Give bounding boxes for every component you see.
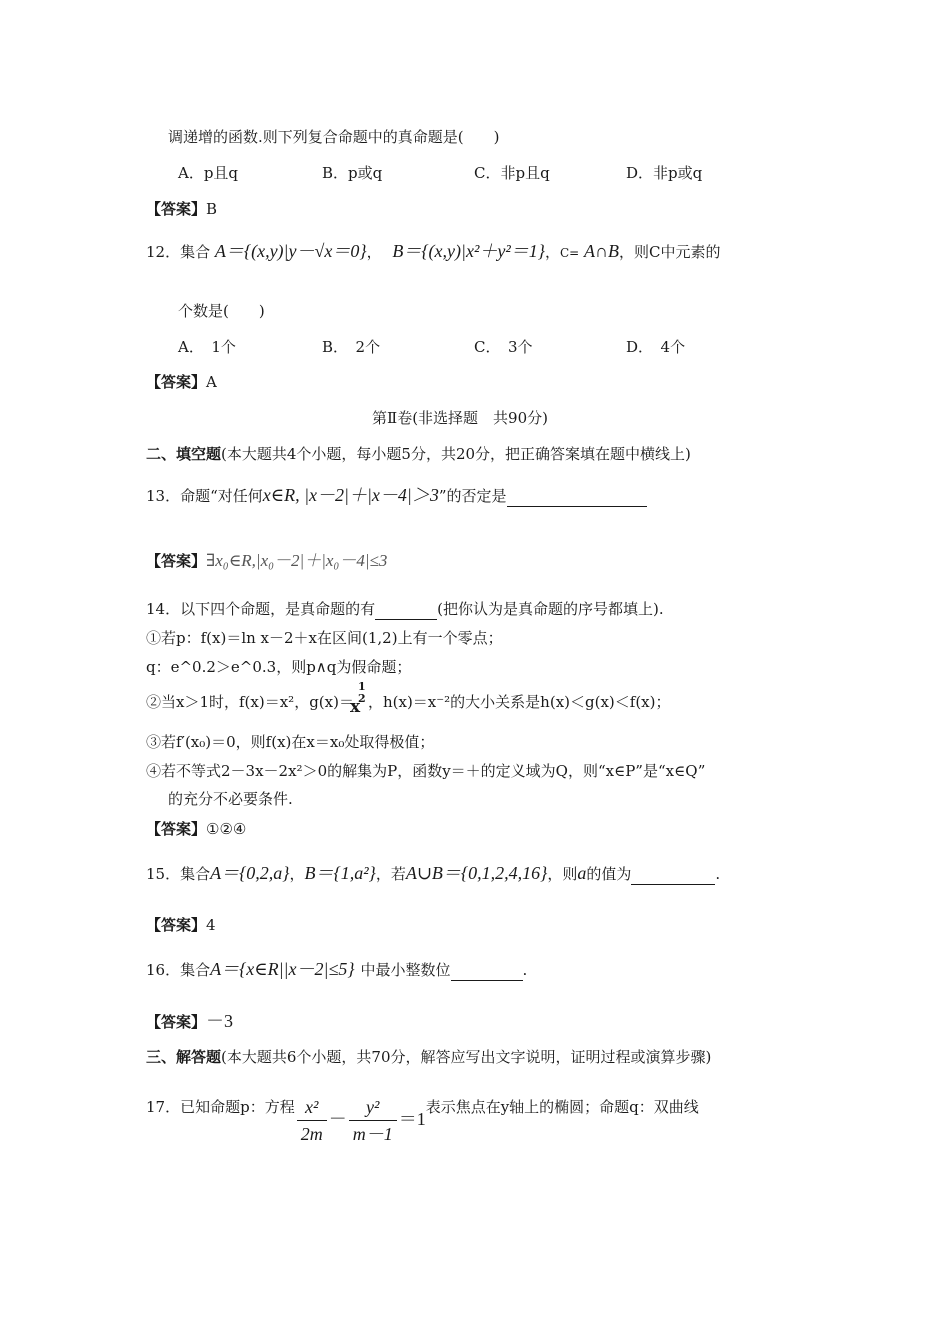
q14-item3: ③若f′(x₀)＝0，则f(x)在x＝x₀处取得极值； [146, 733, 435, 751]
q13-answer [146, 550, 387, 572]
q12-set-b: B＝{(x,y)|x²＋y²＝1} [392, 241, 545, 261]
q12-option-a: A． 1个 [178, 338, 236, 356]
section2-note: (本大题共4个小题，每小题5分，共20分，把正确答案填在题中横线上) [221, 445, 691, 463]
q15-lead: 集合 [180, 865, 211, 883]
q14-answer [146, 818, 246, 840]
q11-answer [146, 198, 217, 220]
section3-note: (本大题共6个小题，共70分，解答应写出文字说明，证明过程或演算步骤) [221, 1048, 712, 1066]
answer-label: 【答案】 [146, 916, 207, 934]
answer-value: B [206, 200, 218, 218]
q13-answer-blank[interactable] [507, 490, 647, 507]
question-number: 14． [146, 600, 181, 618]
fraction-denominator: m－1 [352, 1124, 393, 1144]
q12-c-eq: C= [559, 246, 580, 260]
answer-value: ①②④ [206, 820, 247, 838]
q12-option-b: B． 2个 [322, 338, 381, 356]
q11-option-c: C．非p且q [474, 164, 550, 182]
q14-item2-b: ，h(x)＝x⁻²的大小关系是h(x)＜g(x)＜f(x)； [367, 693, 671, 711]
q15-sep2: ，若 [375, 865, 406, 883]
answer-label: 【答案】 [146, 373, 207, 391]
q14-item2-a: ②当x＞1时，f(x)＝x²，g(x)＝ [146, 693, 354, 711]
q16-tail: 中最小整数位 [360, 961, 451, 979]
q13-expr: x∈R, |x－2|＋|x－4|＞3 [262, 485, 439, 505]
q17-fraction-2 [349, 1094, 397, 1147]
q14-stem-tail: (把你认为是真命题的序号都填上). [437, 600, 664, 618]
section3-header [146, 1046, 711, 1068]
q14-exp-num: 1 [357, 680, 366, 693]
q14-item4: ④若不等式2－3x－2x²＞0的解集为P，函数y＝＋的定义域为Q，则“x∈P”是“x∈Q” [146, 762, 706, 780]
part2-title: 第Ⅱ卷(非选择题 共90分) [372, 409, 548, 427]
q16-stem [146, 958, 527, 981]
q11-option-d: D．非p或q [626, 164, 703, 182]
q17-fraction-1 [297, 1094, 327, 1147]
answer-label: 【答案】 [146, 820, 207, 838]
q13-tail: ”的否定是 [438, 487, 507, 505]
q11-option-b: B．p或q [322, 164, 383, 182]
q13-lead: 命题“对任何 [180, 487, 263, 505]
q12-set-a: A＝{(x,y)|y－√x＝0} [214, 241, 367, 261]
q12-line2: 个数是( ) [178, 302, 265, 320]
q12-stem [146, 240, 720, 264]
q12-sep2: ， [544, 243, 560, 261]
fraction-numerator: y² [349, 1094, 397, 1121]
q14-base-x: x [349, 697, 361, 717]
q12-option-c: C． 3个 [474, 338, 533, 356]
q15-answer [146, 914, 216, 936]
q16-lead: 集合 [180, 961, 211, 979]
q14-item2 [146, 680, 671, 717]
section2-heading: 二、填空题 [146, 445, 222, 463]
question-number: 13． [146, 487, 181, 505]
answer-label: 【答案】 [146, 200, 207, 218]
q14-stem [146, 598, 664, 620]
section2-header [146, 443, 691, 465]
question-number: 17． [146, 1098, 181, 1116]
q16-end: . [522, 961, 528, 979]
q13-stem [146, 484, 647, 507]
q11-option-a: A．p且q [178, 164, 239, 182]
answer-value: A [206, 373, 217, 391]
q15-sep1: ， [289, 865, 305, 883]
fraction-numerator: x² [297, 1094, 327, 1121]
q16-answer-blank[interactable] [451, 964, 523, 981]
q17-eq: ＝1 [398, 1109, 426, 1129]
answer-value: 4 [206, 916, 216, 934]
q15-var: a [577, 863, 587, 883]
q14-item1b: q：e^0.2＞e^0.3，则p∧q为假命题； [146, 658, 412, 676]
q17-minus: － [328, 1109, 347, 1129]
q14-item4b: 的充分不必要条件. [168, 790, 293, 808]
q15-tail2: 的值为 [586, 865, 632, 883]
q15-tail1: ，则 [547, 865, 578, 883]
q14-exp-den: 2 [357, 692, 366, 705]
q15-set-a: A＝{0,2,a} [210, 863, 290, 883]
q12-lead: 集合 [180, 243, 211, 261]
q15-set-b: B＝{1,a²} [304, 863, 376, 883]
q17-stem [146, 1094, 699, 1147]
q12-c-expr: A∩B [583, 241, 619, 261]
q12-answer [146, 371, 217, 393]
q15-end: . [715, 865, 721, 883]
q12-tail: ，则C中元素的 [618, 243, 721, 261]
question-number: 16． [146, 961, 181, 979]
q12-option-d: D． 4个 [626, 338, 686, 356]
fraction-denominator: 2m [300, 1124, 323, 1144]
q12-sep: ， [366, 243, 382, 261]
section3-heading: 三、解答题 [146, 1048, 222, 1066]
q14-item1: ①若p：f(x)＝ln x－2＋x在区间(1,2)上有一个零点； [146, 629, 503, 647]
answer-value: ∃x₀∈R,|x₀－2|＋|x₀－4|≤3 [206, 551, 388, 570]
q15-union: A∪B＝{0,1,2,4,16} [405, 863, 548, 883]
q11-stem-tail: 调递增的函数.则下列复合命题中的真命题是( ) [168, 128, 500, 146]
q15-stem [146, 862, 720, 885]
answer-label: 【答案】 [146, 1013, 207, 1031]
q16-set-a: A＝{x∈R||x－2|≤5} [210, 959, 355, 979]
question-number: 12． [146, 243, 181, 261]
q14-item2-power [349, 680, 368, 717]
q16-answer [146, 1010, 233, 1033]
q15-answer-blank[interactable] [631, 868, 715, 885]
q17-tail: 表示焦点在y轴上的椭圆；命题q：双曲线 [425, 1098, 699, 1116]
q14-answer-blank[interactable] [375, 603, 437, 620]
answer-label: 【答案】 [146, 552, 207, 570]
q14-stem-text: 以下四个命题，是真命题的有 [180, 600, 376, 618]
question-number: 15． [146, 865, 181, 883]
q17-lead: 已知命题p：方程 [180, 1098, 295, 1116]
answer-value: －3 [206, 1011, 234, 1031]
